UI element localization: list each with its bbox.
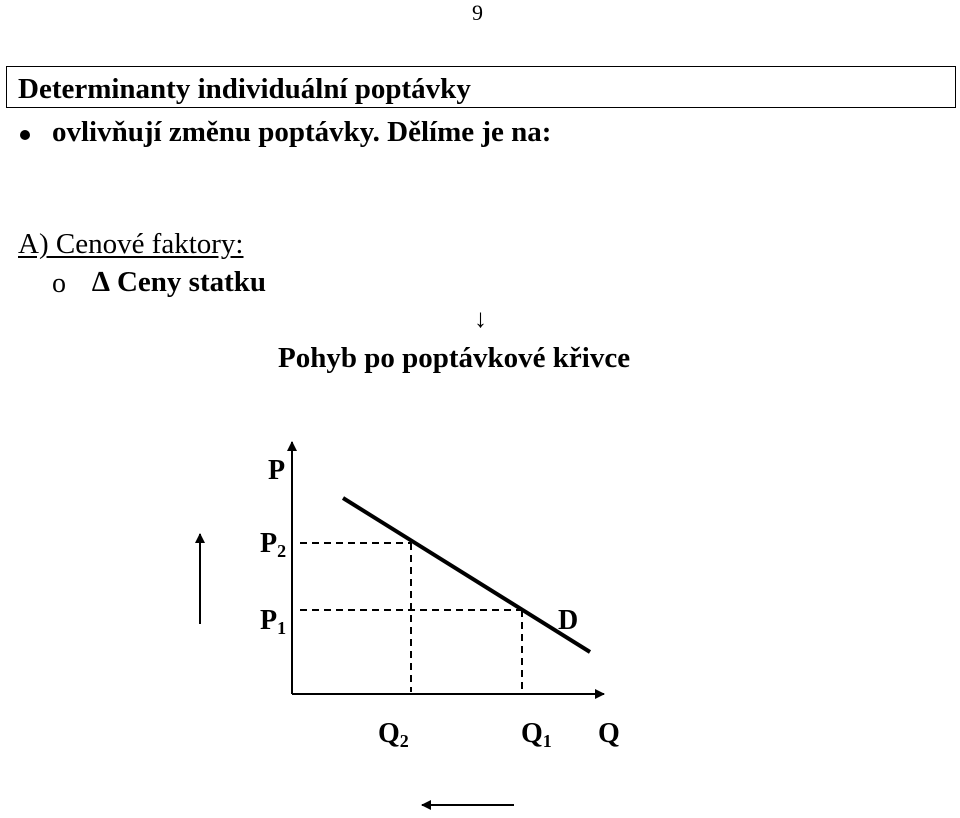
page-title: Determinanty individuální poptávky xyxy=(18,73,471,105)
q2-label: $Q_2$ xyxy=(378,718,409,751)
section-heading: A) Cenové faktory: xyxy=(18,228,244,260)
sub-item-text: ∆ Ceny statku xyxy=(92,266,267,298)
bullet-text: ovlivňují změnu poptávky. Dělíme je na: xyxy=(52,116,552,148)
price-axis-label: P xyxy=(268,455,286,486)
demand-curve-label: D xyxy=(558,605,579,636)
down-arrow-icon: ↓ xyxy=(474,304,487,333)
movement-text: Pohyb po poptávkové křivce xyxy=(278,342,631,374)
sub-item-marker: o xyxy=(52,268,66,299)
demand-curve xyxy=(343,498,590,652)
quantity-axis-label: Q xyxy=(598,718,620,749)
page-number: 9 xyxy=(472,0,483,25)
q1-label: $Q_1$ xyxy=(521,718,552,751)
p1-label: $P_1$ xyxy=(260,605,287,638)
p2-label: $P_2$ xyxy=(260,528,287,561)
